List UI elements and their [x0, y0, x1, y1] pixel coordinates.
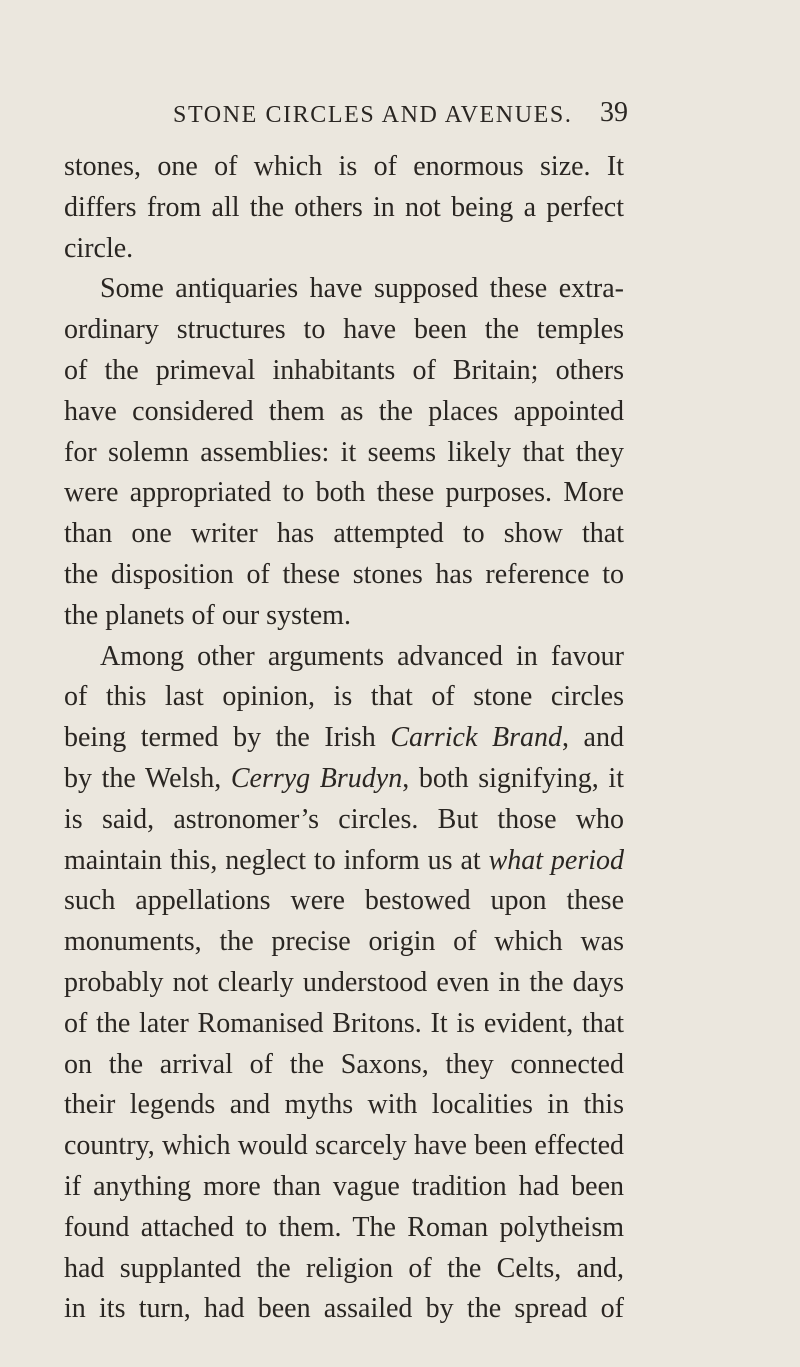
text-line [64, 147, 624, 187]
text-segment: if anything more than vague tradition had been [64, 1171, 624, 1202]
text-segment: by the Welsh, [64, 763, 231, 794]
text-segment: on the arrival of the Saxons, they connected [64, 1048, 624, 1080]
text-line [64, 841, 624, 881]
text-segment: being termed by the Irish [64, 722, 391, 754]
text-line [64, 881, 624, 921]
text-line [64, 433, 624, 473]
text-segment: of this last opinion, is that of stone circles [64, 681, 624, 713]
text-line [64, 759, 624, 799]
text-segment: of the primeval inhabitants of Britain; others [64, 355, 624, 386]
text-segment: had supplanted the religion of the Celts, and, [64, 1252, 624, 1284]
text-segment: , both signifying, it [402, 763, 624, 794]
text-line [64, 800, 624, 840]
text-segment: of the later Romanised Britons. It is evident, that [64, 1007, 624, 1039]
text-segment: the planets of our system. [64, 599, 351, 631]
text-line [64, 1085, 624, 1125]
text-line [64, 351, 624, 391]
text-line [64, 1289, 624, 1329]
text-line [64, 922, 624, 962]
text-segment: is said, astronomer’s circles. But those who [64, 803, 624, 835]
text-line [64, 718, 624, 758]
text-segment: stones, one of which is of enormous size. It [64, 151, 624, 182]
text-line [64, 963, 624, 1003]
text-segment: such appellations were bestowed upon these [64, 885, 624, 917]
text-line [64, 555, 624, 595]
text-segment: for solemn assemblies: it seems likely that they [64, 436, 624, 468]
text-line [64, 188, 624, 228]
text-line [64, 677, 624, 717]
text-segment: their legends and myths with localities in this [64, 1089, 624, 1121]
text-line [64, 473, 624, 513]
running-head [173, 96, 628, 140]
text-segment: found attached to them. The Roman polytheism [64, 1211, 624, 1243]
text-segment: were appropriated to both these purposes. More [64, 477, 624, 509]
text-line [64, 1249, 624, 1289]
text-line [64, 269, 624, 309]
text-line [64, 310, 624, 350]
text-line [64, 637, 624, 677]
text-segment: in its turn, had been assailed by the spread of [64, 1293, 624, 1325]
text-segment: country, which would scarcely have been effected [64, 1130, 624, 1162]
text-segment: than one writer has attempted to show that [64, 518, 624, 550]
text-segment: circle. [64, 232, 134, 264]
text-segment: monuments, the precise origin of which was [64, 926, 624, 958]
text-line [64, 1004, 624, 1044]
text-line [64, 1045, 624, 1085]
text-line [64, 1167, 624, 1207]
running-title: STONE CIRCLES AND AVENUES. [173, 102, 573, 128]
italic-term: what period [488, 844, 624, 876]
text-segment: ordinary structures to have been the temples [64, 314, 624, 346]
text-line [64, 1126, 624, 1166]
text-line [64, 596, 624, 636]
page-number: 39 [600, 97, 628, 128]
text-line [64, 392, 624, 432]
text-segment: probably not clearly understood even in the days [64, 967, 624, 998]
body-text [64, 147, 624, 1325]
text-segment: Among other arguments advanced in favour [100, 640, 624, 672]
text-line [64, 1208, 624, 1248]
text-segment: the disposition of these stones has reference to [64, 559, 624, 590]
text-line [64, 229, 624, 269]
text-segment: have considered them as the places appointed [64, 395, 624, 427]
text-segment: Some antiquaries have supposed these extra- [100, 273, 624, 305]
text-segment: maintain this, neglect to inform us at [64, 844, 489, 876]
italic-term: Cerryg Brudyn [230, 763, 403, 794]
text-segment: differs from all the others in not being a perfect [64, 191, 624, 223]
text-segment: , and [561, 722, 624, 754]
italic-term: Carrick Brand [390, 722, 562, 754]
text-line [64, 514, 624, 554]
